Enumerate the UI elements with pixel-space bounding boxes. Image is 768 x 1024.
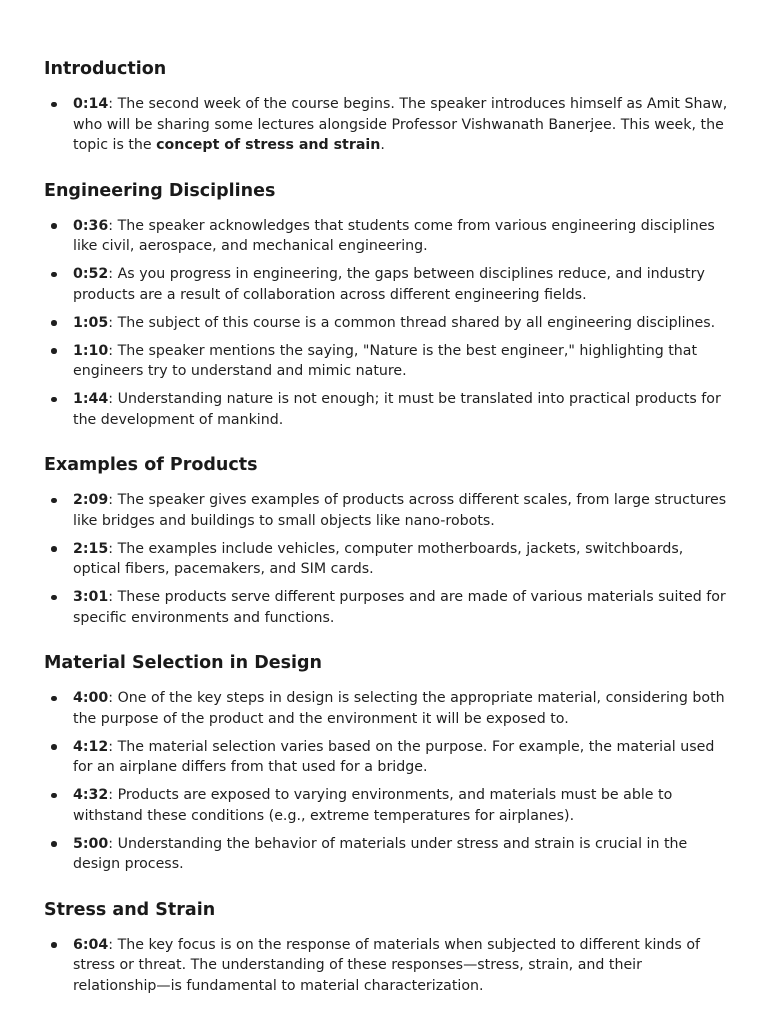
- timestamp: 2:09: [73, 492, 109, 508]
- list-item: [44, 785, 728, 826]
- item-text: : The subject of this course is a common thread shared by all engineering disciplines.: [108, 314, 716, 331]
- section-heading: Material Selection in Design: [44, 653, 322, 673]
- list-item: [44, 313, 728, 334]
- bullet-list: [44, 216, 728, 431]
- list-item: [44, 94, 728, 156]
- timestamp: 1:44: [73, 391, 109, 407]
- bullet-icon: [51, 498, 57, 504]
- item-text: : The speaker acknowledges that students come from various engineering disciplines like civil, aerospace, and mechanical engineering.: [73, 217, 715, 254]
- section-material-selection: [44, 650, 728, 875]
- timestamp: 1:05: [73, 314, 109, 331]
- bullet-icon: [51, 272, 57, 278]
- section-heading: Examples of Products: [44, 455, 258, 475]
- item-text: : The material selection varies based on the purpose. For example, the material used for an airplane differs from that used for a bridge.: [73, 738, 715, 775]
- timestamp: 0:52: [73, 266, 109, 282]
- item-text: : Understanding the behavior of materials under stress and strain is crucial in the design process.: [73, 835, 688, 872]
- section-heading: Engineering Disciplines: [44, 180, 276, 201]
- list-item: [44, 389, 728, 430]
- timestamp: 2:15: [73, 540, 109, 557]
- list-item: [44, 688, 728, 729]
- timestamp: 5:00: [73, 835, 109, 852]
- bullet-icon: [51, 744, 57, 750]
- timestamp: 4:00: [73, 690, 109, 706]
- bullet-icon: [51, 397, 57, 403]
- bullet-icon: [51, 102, 57, 108]
- item-text: : The second week of the course begins. The speaker introduces himself as Amit Shaw, who will be sharing some lectures alongside Professor Vishwanath Banerjee. This week, the topic is the: [73, 96, 728, 153]
- section-heading: Stress and Strain: [44, 899, 216, 920]
- list-item: [44, 539, 728, 580]
- bullet-list: [44, 935, 728, 997]
- bullet-icon: [51, 942, 57, 948]
- item-text: : The key focus is on the response of materials when subjected to different kinds of stress or threat. The understanding of these responses—stress, strain, and their relationship—is fundamental to material characterization.: [73, 936, 701, 994]
- section-heading: Introduction: [44, 59, 167, 79]
- list-item: [44, 490, 728, 531]
- list-item: [44, 264, 728, 305]
- section-examples-of-products: [44, 452, 728, 628]
- timestamp: 1:10: [73, 342, 109, 359]
- section-engineering-disciplines: [44, 178, 728, 431]
- bullet-icon: [51, 841, 57, 847]
- bullet-list: [44, 94, 728, 156]
- bullet-icon: [51, 223, 57, 229]
- timestamp: 0:14: [73, 96, 109, 112]
- item-text: : These products serve different purposes and are made of various materials suited for specific environments and functions.: [73, 589, 726, 626]
- item-text: : As you progress in engineering, the gaps between disciplines reduce, and industry products are a result of collaboration across different engineering fields.: [73, 266, 705, 303]
- bullet-icon: [51, 595, 57, 601]
- item-text: : Understanding nature is not enough; it must be translated into practical products for the development of mankind.: [73, 391, 721, 428]
- list-item: [44, 216, 728, 257]
- bullet-icon: [51, 348, 57, 354]
- timestamp: 0:36: [73, 217, 109, 234]
- timestamp: 3:01: [73, 589, 109, 605]
- bullet-icon: [51, 320, 57, 326]
- item-text: : The examples include vehicles, computer motherboards, jackets, switchboards, optical fibers, pacemakers, and SIM cards.: [73, 540, 684, 577]
- bullet-icon: [51, 696, 57, 702]
- list-item: [44, 737, 728, 778]
- item-text-tail: .: [380, 137, 385, 153]
- bullet-icon: [51, 546, 57, 552]
- item-text: : One of the key steps in design is selecting the appropriate material, considering both the purpose of the product and the environment it will be exposed to.: [73, 690, 725, 727]
- item-text: : The speaker gives examples of products across different scales, from large structures like bridges and buildings to small objects like nano-robots.: [73, 492, 727, 529]
- list-item: [44, 587, 728, 628]
- bullet-list: [44, 490, 728, 628]
- timestamp: 4:32: [73, 787, 109, 803]
- timestamp: 4:12: [73, 738, 109, 755]
- item-text: : Products are exposed to varying environments, and materials must be able to withstand these conditions (e.g., extreme temperatures for airplanes).: [73, 787, 673, 824]
- bullet-list: [44, 688, 728, 875]
- section-stress-and-strain: [44, 897, 728, 997]
- bullet-icon: [51, 793, 57, 799]
- list-item: [44, 935, 728, 997]
- list-item: [44, 834, 728, 875]
- section-introduction: [44, 56, 728, 156]
- emphasis-text: concept of stress and strain: [156, 137, 381, 153]
- list-item: [44, 341, 728, 382]
- timestamp: 6:04: [73, 936, 109, 953]
- item-text: : The speaker mentions the saying, "Nature is the best engineer," highlighting that engineers try to understand and mimic nature.: [73, 342, 698, 379]
